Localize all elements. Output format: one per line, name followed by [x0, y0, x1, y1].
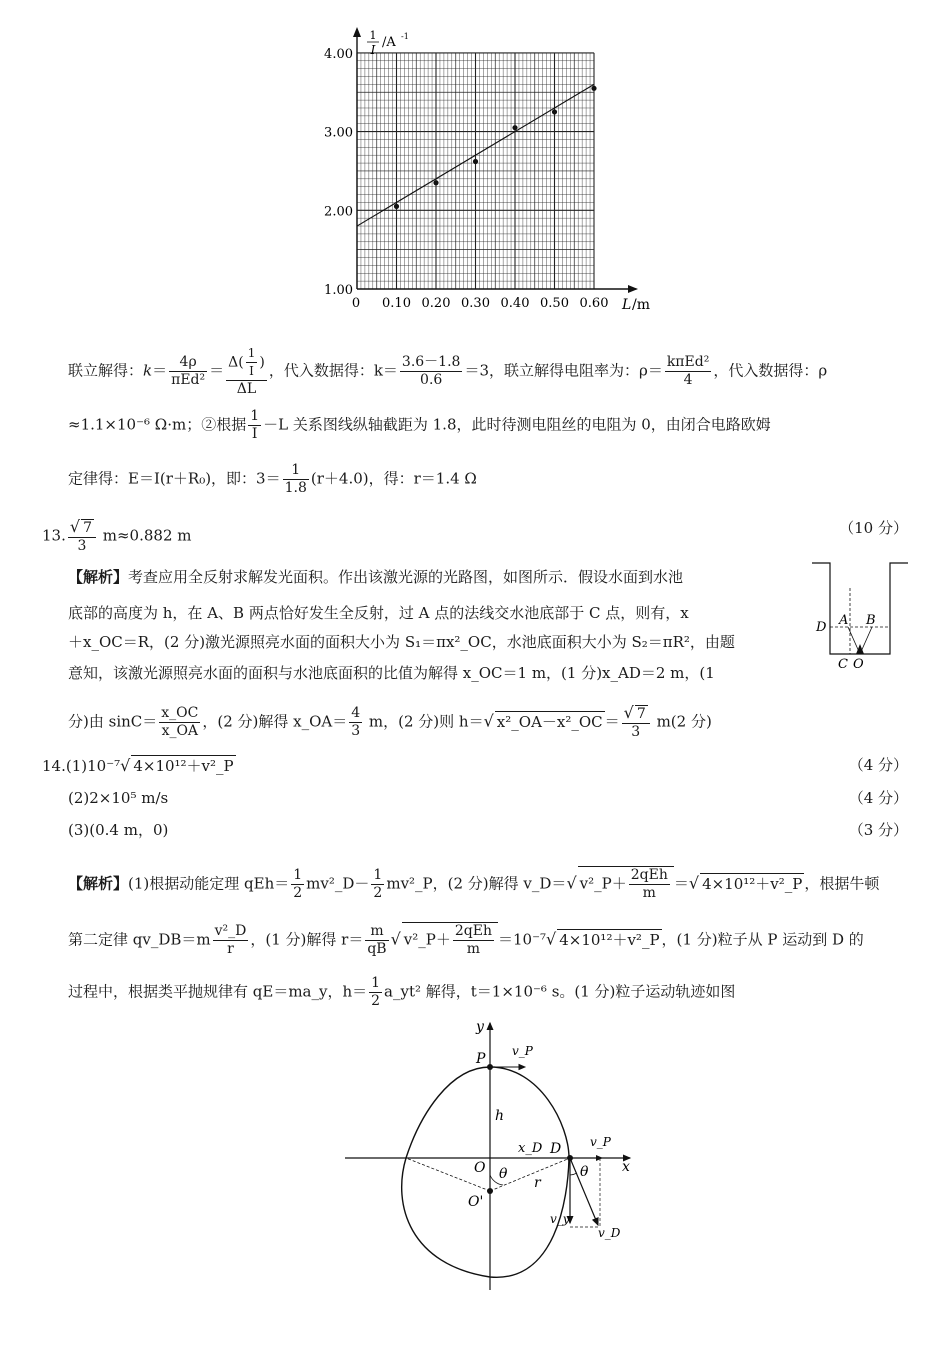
radicand: 7	[636, 706, 646, 722]
frac-num: 3.6－1.8	[401, 354, 461, 370]
p12-text: ，代入数据得：ρ	[713, 361, 828, 380]
p12-text: ＝3，联立解得电阻率为：ρ＝	[464, 361, 663, 380]
frac-rho	[665, 354, 711, 389]
frac-num	[68, 518, 96, 538]
frac-num: 1	[293, 867, 303, 883]
frac-num: v²_D	[214, 923, 247, 939]
analysis-text: mv²_D－	[306, 874, 370, 893]
x-tick-label: 0.40	[500, 296, 530, 311]
data-point	[433, 180, 438, 185]
radical-sign: √	[69, 517, 81, 536]
frac-den: qB	[367, 941, 387, 957]
label-P: P	[476, 1051, 486, 1067]
q14-answer1	[42, 755, 236, 776]
radical-sign: √	[483, 711, 494, 731]
frac-m-qB	[365, 923, 388, 958]
q14-l3	[68, 975, 735, 1010]
data-point	[591, 86, 596, 91]
frac-den: πEd²	[171, 372, 206, 388]
radicand: 4×10¹²＋v²_P	[559, 930, 660, 949]
label-A: A	[839, 613, 849, 628]
radical-sign: √	[390, 929, 401, 949]
y-tick-label: 4.00	[324, 46, 353, 62]
frac-den: I	[249, 364, 254, 378]
delta-close: )	[259, 354, 265, 371]
frac-num: 1	[246, 345, 258, 363]
x-tick-label: 0.20	[421, 296, 451, 311]
frac-vD2-r	[213, 923, 249, 958]
y-tick-label: 1.00	[324, 283, 353, 298]
frac-4-3	[349, 705, 362, 740]
analysis-text: mv²_P，(2 分)解得 v_D＝	[386, 874, 567, 893]
x-tick-labels	[382, 296, 608, 311]
frac-sqrt7-3	[68, 518, 96, 555]
frac-half2	[371, 867, 384, 902]
frac-half3	[369, 975, 382, 1010]
label-vP: v_P	[512, 1044, 533, 1058]
label-O: O	[853, 657, 864, 672]
label-O: O	[474, 1160, 486, 1176]
q14-score1: （4 分）	[848, 756, 908, 774]
frac-num: 1	[373, 867, 383, 883]
analysis-text: ＝10⁻⁷	[498, 930, 547, 949]
label-B: B	[866, 613, 876, 628]
analysis-tag: 【解析】	[68, 874, 129, 893]
frac-delta	[226, 345, 267, 398]
frac-half	[291, 867, 304, 902]
p12-text: ，代入数据得：k＝	[268, 361, 398, 380]
p12-text: (r＋4.0)，得：r＝1.4 Ω	[310, 469, 477, 488]
y-tick-label: 2.00	[324, 204, 353, 220]
frac-inv-I	[248, 408, 261, 443]
frac-num: 2qEh	[454, 923, 492, 939]
radicand: x²_OA－x²_OC	[496, 712, 603, 731]
analysis-text: m(2 分)	[651, 712, 712, 731]
x-tick-label: 0.10	[382, 296, 411, 311]
label-D: D	[550, 1141, 562, 1157]
p12-line3	[68, 462, 477, 497]
trajectory-diagram	[340, 1015, 650, 1300]
radical-sign: √	[546, 929, 557, 949]
y-tick-label: 3.00	[324, 125, 353, 141]
q14-answer2: (2)2×10⁵ m/s	[68, 789, 169, 807]
radicand-text: v²_P＋	[403, 930, 451, 949]
data-point	[473, 159, 478, 164]
radicand: 4×10¹²＋v²_P	[133, 757, 234, 775]
frac-1-18	[283, 462, 309, 497]
label-theta2: θ	[580, 1164, 589, 1180]
frac-num	[622, 704, 650, 724]
radical-sign: √	[566, 873, 577, 893]
p12-line2	[68, 408, 771, 443]
frac-den: m	[466, 941, 481, 957]
label-C: C	[838, 657, 848, 672]
radical-sign: √	[623, 703, 634, 722]
data-point	[512, 125, 517, 130]
radicand-text: v²_P＋	[579, 874, 627, 893]
frac-num: 4ρ	[169, 354, 207, 372]
frac-num: 2qEh	[630, 867, 668, 883]
graph-inverse-current-vs-length	[300, 25, 660, 320]
answer-text: m≈0.882 m	[97, 526, 192, 545]
frac-sqrt7-3b	[622, 704, 650, 741]
label-h: h	[495, 1108, 505, 1124]
frac-den: 1.8	[284, 480, 307, 496]
frac-2qEh	[453, 923, 494, 958]
label-O-prime: O'	[468, 1194, 484, 1210]
label-r: r	[534, 1175, 541, 1191]
frac-num	[226, 345, 267, 381]
frac-den: 2	[293, 885, 303, 901]
analysis-text: m，(2 分)则 h＝	[364, 712, 484, 731]
ylabel-den: I	[370, 43, 376, 57]
origin-label: 0	[351, 296, 361, 311]
question-number: 13.	[42, 526, 66, 545]
frac-den: 2	[373, 885, 383, 901]
xlabel-unit: /m	[632, 297, 650, 313]
ylabel-sup: -1	[401, 32, 409, 41]
frac-den: ΔL	[236, 381, 257, 397]
x-tick-label: 0.50	[540, 296, 569, 311]
answer-text: (1)10⁻⁷	[65, 757, 121, 775]
frac-num: m	[365, 923, 388, 941]
analysis-text: 过程中，根据类平抛规律有 qE＝ma_y，h＝	[68, 982, 368, 1001]
frac-den: x_OA	[161, 723, 199, 739]
analysis-text: ，(1 分)解得 r＝	[250, 930, 364, 949]
ylabel-num: 1	[369, 29, 377, 42]
q14-score3: （3 分）	[848, 821, 908, 839]
frac-den: 2	[371, 993, 381, 1009]
radicand: 7	[83, 520, 92, 536]
analysis-tag: 【解析】	[68, 568, 129, 586]
analysis-text: 考查应用全反射求解发光面积。作出该激光源的光路图，如图所示．假设水面到水池	[128, 568, 684, 586]
frac-num: kπEd²	[666, 354, 710, 370]
label-y: y	[476, 1019, 484, 1035]
xlabel-var: L	[622, 297, 632, 313]
label-vP2: v_P	[590, 1135, 611, 1149]
label-vy: v_y	[550, 1212, 570, 1226]
frac-den: r	[227, 941, 234, 957]
q13-l4: 意知，该激光源照亮水面的面积与水池底面积的比值为解得 x_OC＝1 m，(1 分)x_AD＝2 m，(1	[68, 664, 715, 682]
q13-l5	[68, 704, 712, 741]
frac-n	[400, 354, 463, 389]
ylabel-unit: /A	[382, 35, 396, 50]
q14-score2: （4 分）	[848, 789, 908, 807]
radicand	[578, 866, 674, 902]
analysis-text: ＝	[604, 712, 620, 731]
frac-k	[169, 354, 207, 389]
radical-sign: √	[120, 756, 131, 775]
q13-l3: ＋x_OC＝R，(2 分)激光源照亮水面的面积大小为 S₁＝πx²_OC，水池底面积大小为 S₂＝πR²，由题	[68, 633, 735, 651]
p12-text: 定律得：E＝I(r＋R₀)，即：3＝	[68, 469, 281, 488]
q13-l1	[68, 567, 683, 587]
analysis-text: 第二定律 qv_DB＝m	[68, 930, 211, 949]
p12-line1: 联立解得：k＝ $\frac{4\rho}{\text{πEd²}}$ ＝ Δ( $\frac{1}{I}$ ) ΔL ，代入数据得：k＝ $\frac{3.6-1.8}{0.6}$ ＝3，联立解得电阻率为：ρ＝ $\frac{\text{kπEd²}}{4}$ ，代入数据得：ρ	[68, 346, 828, 397]
q14-answer3: (3)(0.4 m，0)	[68, 821, 169, 839]
frac-num: 4	[351, 705, 361, 721]
chart-grid	[357, 53, 594, 289]
y-tick-labels	[324, 47, 353, 298]
pool-diagram	[810, 558, 915, 673]
frac-sinC	[159, 705, 200, 740]
data-point	[552, 109, 557, 114]
label-xD: x_D	[518, 1141, 543, 1156]
frac-2qEh	[629, 867, 670, 902]
frac-num: x_OC	[161, 705, 199, 721]
frac-num: 1	[283, 462, 309, 480]
frac-den: 3	[631, 724, 641, 740]
label-theta: θ	[499, 1166, 508, 1182]
question-number: 14.	[42, 757, 66, 775]
radicand	[402, 922, 498, 958]
data-point	[394, 204, 399, 209]
frac-num: 1	[371, 975, 381, 991]
radicand: 4×10¹²＋v²_P	[702, 874, 803, 893]
analysis-text: ，(1 分)粒子从 P 运动到 D 的	[661, 930, 864, 949]
analysis-text: ，(2 分)解得 x_OA＝	[202, 712, 348, 731]
analysis-text: ＝	[673, 874, 689, 893]
frac-den: 0.6	[420, 372, 443, 388]
label-vD: v_D	[598, 1226, 621, 1240]
frac-inner	[246, 345, 258, 380]
delta-open: Δ(	[228, 354, 244, 371]
p12-text: －L 关系图线纵轴截距为 1.8，此时待测电阻丝的电阻为 0，由闭合电路欧姆	[263, 415, 771, 434]
frac-den: 3	[77, 538, 87, 554]
q13-score: （10 分）	[839, 519, 908, 537]
frac-den: 4	[683, 372, 693, 388]
p12-text: ≈1.1×10⁻⁶ Ω·m；②根据	[68, 415, 247, 434]
frac-den: m	[642, 885, 656, 901]
q14-l2	[68, 922, 864, 958]
label-x: x	[622, 1159, 630, 1175]
q13-l2: 底部的高度为 h，在 A、B 两点恰好发生全反射，过 A 点的法线交水池底部于 C 点，则有，x	[68, 604, 689, 622]
q14-l1	[68, 866, 879, 902]
frac-num: 1	[250, 408, 260, 424]
frac-den: 3	[351, 723, 361, 739]
frac-den: I	[251, 426, 258, 442]
radical-sign: √	[688, 873, 700, 893]
q13-answer	[42, 518, 191, 555]
x-tick-label: 0.30	[461, 296, 490, 311]
p12-text: 联立解得：	[68, 361, 144, 380]
label-D: D	[816, 620, 827, 635]
analysis-text: a_yt² 解得，t＝1×10⁻⁶ s。(1 分)粒子运动轨迹如图	[384, 982, 736, 1001]
analysis-text: ，根据牛顿	[804, 874, 880, 893]
k-symbol: k	[143, 361, 153, 380]
x-tick-label: 0.60	[579, 296, 609, 311]
analysis-text: (1)根据动能定理 qEh＝	[128, 874, 290, 893]
analysis-text: 分)由 sinC＝	[68, 712, 158, 731]
